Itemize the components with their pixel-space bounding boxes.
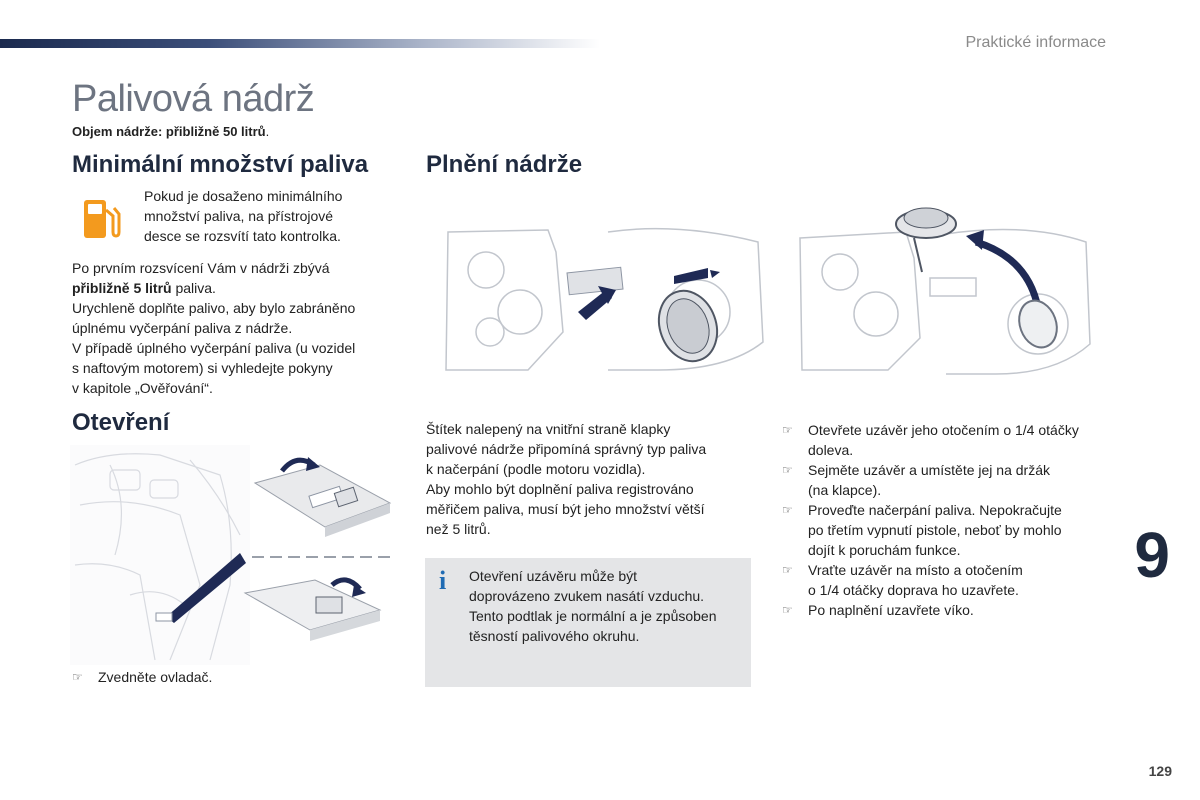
- text-line: množství paliva, na přístrojové: [144, 208, 334, 224]
- text-line: Otevřete uzávěr jeho otočením o 1/4 otáčky: [808, 422, 1079, 438]
- fuel-cap-removal-illustration: [796, 198, 1096, 378]
- text-line: Sejměte uzávěr a umístěte jej na držák: [808, 462, 1051, 478]
- text-line: doprovázeno zvukem nasátí vzduchu.: [469, 588, 705, 604]
- heading-filling: Plnění nádrže: [426, 151, 583, 178]
- page-title: Palivová nádrž: [72, 78, 315, 120]
- hand-pointer-icon: ☞: [782, 423, 793, 437]
- fuel-flap-label-illustration: [438, 222, 768, 374]
- chapter-number: 9: [1134, 519, 1170, 591]
- text-line: Otevření uzávěru může být: [469, 568, 638, 584]
- text-line: [72, 278, 402, 298]
- list-item: [782, 500, 1122, 560]
- opening-step-text: Zvedněte ovladač.: [98, 669, 213, 685]
- list-item: [782, 460, 1122, 500]
- text-line: Aby mohlo být doplnění paliva registrováno: [426, 481, 694, 497]
- text-line: dojít k poruchám funkce.: [808, 542, 961, 558]
- fuel-pump-icon: [80, 196, 124, 242]
- text-line: než 5 litrů.: [426, 521, 491, 537]
- text-line: (na klapce).: [808, 482, 882, 498]
- info-icon: i: [439, 566, 447, 595]
- text-line: s naftovým motorem) si vyhledejte pokyny: [72, 360, 333, 376]
- heading-minimum-fuel: Minimální množství paliva: [72, 151, 369, 178]
- text-line: Pokud je dosaženo minimálního: [144, 188, 343, 204]
- page-number: 129: [1148, 763, 1172, 779]
- hand-pointer-icon: ☞: [782, 463, 793, 477]
- text-line: Proveďte načerpání paliva. Nepokračujte: [808, 502, 1062, 518]
- heading-opening: Otevření: [72, 409, 170, 436]
- text-line: desce se rozsvítí tato kontrolka.: [144, 228, 341, 244]
- text-line: palivové nádrže připomíná správný typ paliva: [426, 441, 707, 457]
- text-line: Vraťte uzávěr na místo a otočením: [808, 562, 1023, 578]
- hand-pointer-icon: ☞: [782, 603, 793, 617]
- text-line: Po prvním rozsvícení Vám v nádrži zbývá: [72, 260, 330, 276]
- fuel-label-paragraph: [426, 419, 756, 539]
- remaining-fuel-bold: přibližně 5 litrů: [72, 280, 172, 296]
- list-item: [782, 420, 1122, 460]
- section-label: Praktické informace: [965, 34, 1106, 51]
- text-line: Štítek nalepený na vnitřní straně klapky: [426, 421, 671, 437]
- info-text: [469, 566, 747, 646]
- text-line: doleva.: [808, 442, 854, 458]
- text-line: těsností palivového okruhu.: [469, 628, 640, 644]
- text-line: V případě úplného vyčerpání paliva (u vozidel: [72, 340, 356, 356]
- text-line: k načerpání (podle motoru vozidla).: [426, 461, 646, 477]
- hand-pointer-icon: ☞: [782, 503, 793, 517]
- warning-light-text: [144, 186, 384, 246]
- text-line: Tento podtlak je normální a je způsoben: [469, 608, 717, 624]
- list-item: [782, 560, 1122, 600]
- text-line: Urychleně doplňte palivo, aby bylo zabráněno: [72, 300, 356, 316]
- info-box: [425, 558, 751, 687]
- hand-pointer-icon: ☞: [72, 670, 83, 684]
- text-line: v kapitole „Ověřování“.: [72, 380, 213, 396]
- text-line: po třetím vypnutí pistole, neboť by mohlo: [808, 522, 1062, 538]
- fuel-flap-release-illustration: [70, 445, 400, 665]
- tank-capacity: [72, 124, 269, 139]
- header-bar: [0, 39, 600, 48]
- opening-step: [72, 667, 402, 687]
- remaining-fuel-tail: paliva.: [171, 280, 216, 296]
- hand-pointer-icon: ☞: [782, 563, 793, 577]
- text-line: úplnému vyčerpání paliva z nádrže.: [72, 320, 293, 336]
- list-item: [782, 600, 1122, 620]
- text-line: měřičem paliva, musí být jeho množství větší: [426, 501, 705, 517]
- tank-capacity-bold: Objem nádrže: přibližně 50 litrů: [72, 124, 266, 139]
- text-line: o 1/4 otáčky doprava ho uzavřete.: [808, 582, 1019, 598]
- minimum-fuel-paragraph: [72, 258, 402, 398]
- tank-capacity-suffix: .: [265, 124, 270, 139]
- filling-steps: [782, 420, 1122, 620]
- text-line: Po naplnění uzavřete víko.: [808, 602, 974, 618]
